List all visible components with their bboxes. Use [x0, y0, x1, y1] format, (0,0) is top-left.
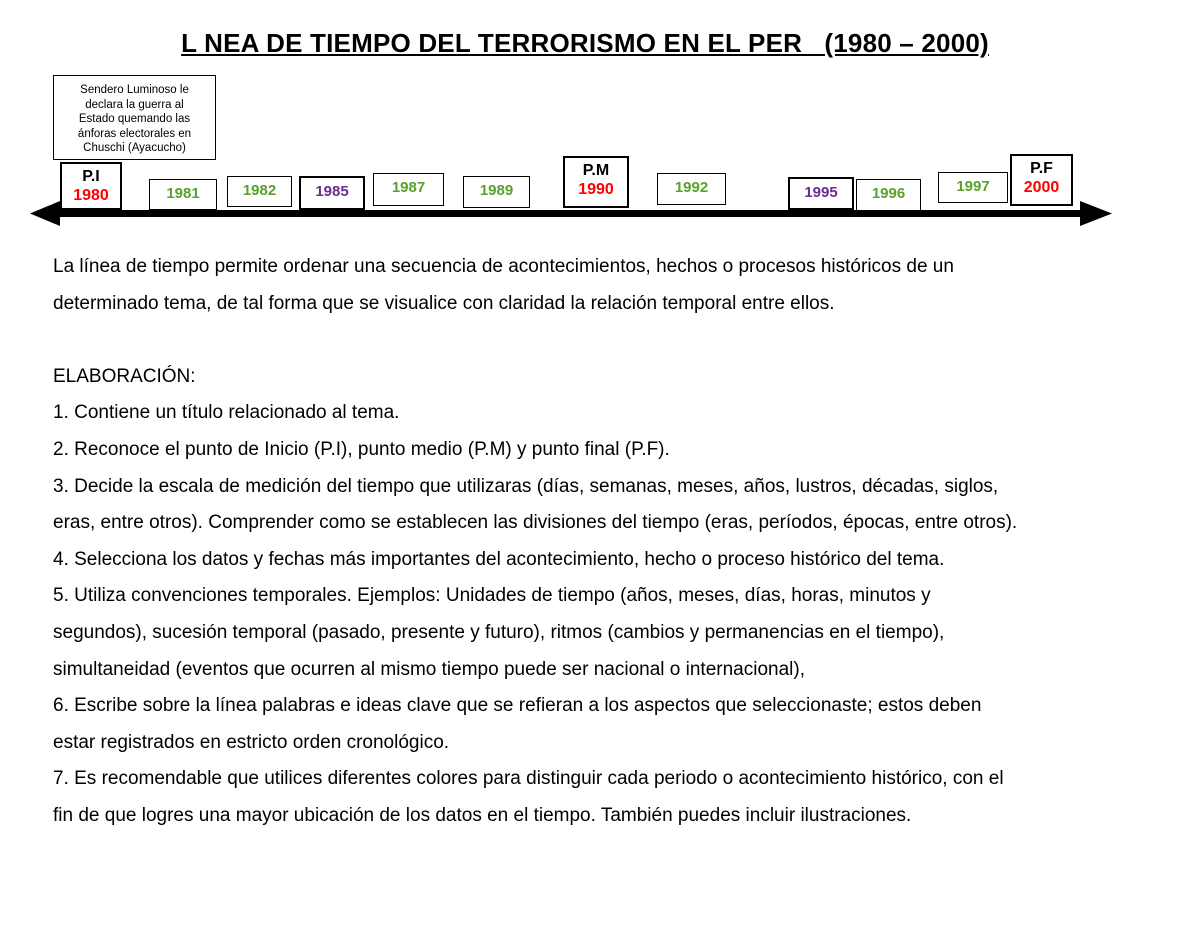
step-line: eras, entre otros). Comprender como se establecen las divisiones del tiempo (eras, períodos, épocas, entre otros). — [53, 512, 1018, 534]
callout-line: Estado quemando las — [78, 113, 191, 125]
year-box: 1997 — [938, 172, 1008, 203]
year-box: 1981 — [149, 179, 217, 210]
intro-line: La línea de tiempo permite ordenar una secuencia de acontecimientos, hechos o procesos históricos de un — [53, 256, 954, 277]
step-line: fin de que logres una mayor ubicación de los datos en el tiempo. También puedes incluir ilustraciones. — [53, 804, 912, 826]
year-box: 1982 — [227, 176, 292, 207]
step-line: 2. Reconoce el punto de Inicio (P.I), punto medio (P.M) y punto final (P.F). — [53, 438, 670, 460]
callout-line: declara la guerra al — [85, 98, 184, 111]
year-box: 1995 — [788, 177, 854, 210]
blank-line — [53, 322, 1173, 359]
start-point-box — [60, 162, 122, 210]
middle-point-year: 1990 — [578, 181, 614, 198]
year-box: 1996 — [856, 179, 921, 211]
step-line: 5. Utiliza convenciones temporales. Ejemplos: Unidades de tiempo (años, meses, días, horas, minutos y — [53, 585, 931, 607]
step-line: segundos), sucesión temporal (pasado, presente y futuro), ritmos (cambios y permanencias en el tiempo), — [53, 621, 945, 643]
document-body — [53, 249, 1173, 835]
end-point-year: 2000 — [1023, 179, 1060, 196]
middle-point-box — [563, 156, 629, 208]
start-point-label: P.I — [82, 168, 100, 185]
step-line: 6. Escribe sobre la línea palabras e ideas clave que se refieran a los aspectos que seleccionaste; estos deben — [53, 695, 982, 717]
start-point-year: 1980 — [73, 187, 109, 204]
callout-line: Sendero Luminoso le — [80, 84, 189, 96]
step-line: 7. Es recomendable que utilices diferentes colores para distinguir cada periodo o acontecimiento histórico, con el — [53, 768, 1004, 790]
left-arrowhead — [30, 201, 60, 226]
step-line: 3. Decide la escala de medición del tiempo que utilizaras (días, semanas, meses, años, lustros, décadas, siglos, — [53, 475, 999, 497]
step-line: simultaneidad (eventos que ocurren al mismo tiempo puede ser nacional o internacional), — [53, 658, 805, 680]
callout-line: Chuschi (Ayacucho) — [83, 142, 186, 154]
middle-point-label: P.M — [582, 162, 610, 179]
event-callout-box — [53, 75, 216, 160]
end-point-label: P.F — [1030, 160, 1053, 177]
step-line: estar registrados en estricto orden cronológico. — [53, 731, 450, 753]
timeline-line — [50, 210, 1090, 217]
section-heading: ELABORACIÓN: — [53, 365, 196, 387]
page-title: L NEA DE TIEMPO DEL TERRORISMO EN EL PER (1980 – 2000) — [181, 28, 989, 58]
year-box: 1989 — [463, 176, 530, 208]
year-box: 1992 — [657, 173, 726, 205]
end-point-box — [1010, 154, 1073, 206]
year-box: 1987 — [373, 173, 444, 206]
step-line: 1. Contiene un título relacionado al tema. — [53, 402, 400, 424]
intro-line: determinado tema, de tal forma que se visualice con claridad la relación temporal entre ellos. — [53, 292, 835, 314]
right-arrowhead — [1080, 201, 1112, 226]
year-box: 1985 — [299, 176, 365, 210]
callout-line: ánforas electorales en — [77, 127, 192, 140]
step-line: 4. Selecciona los datos y fechas más importantes del acontecimiento, hecho o proceso histórico del tema. — [53, 548, 945, 570]
